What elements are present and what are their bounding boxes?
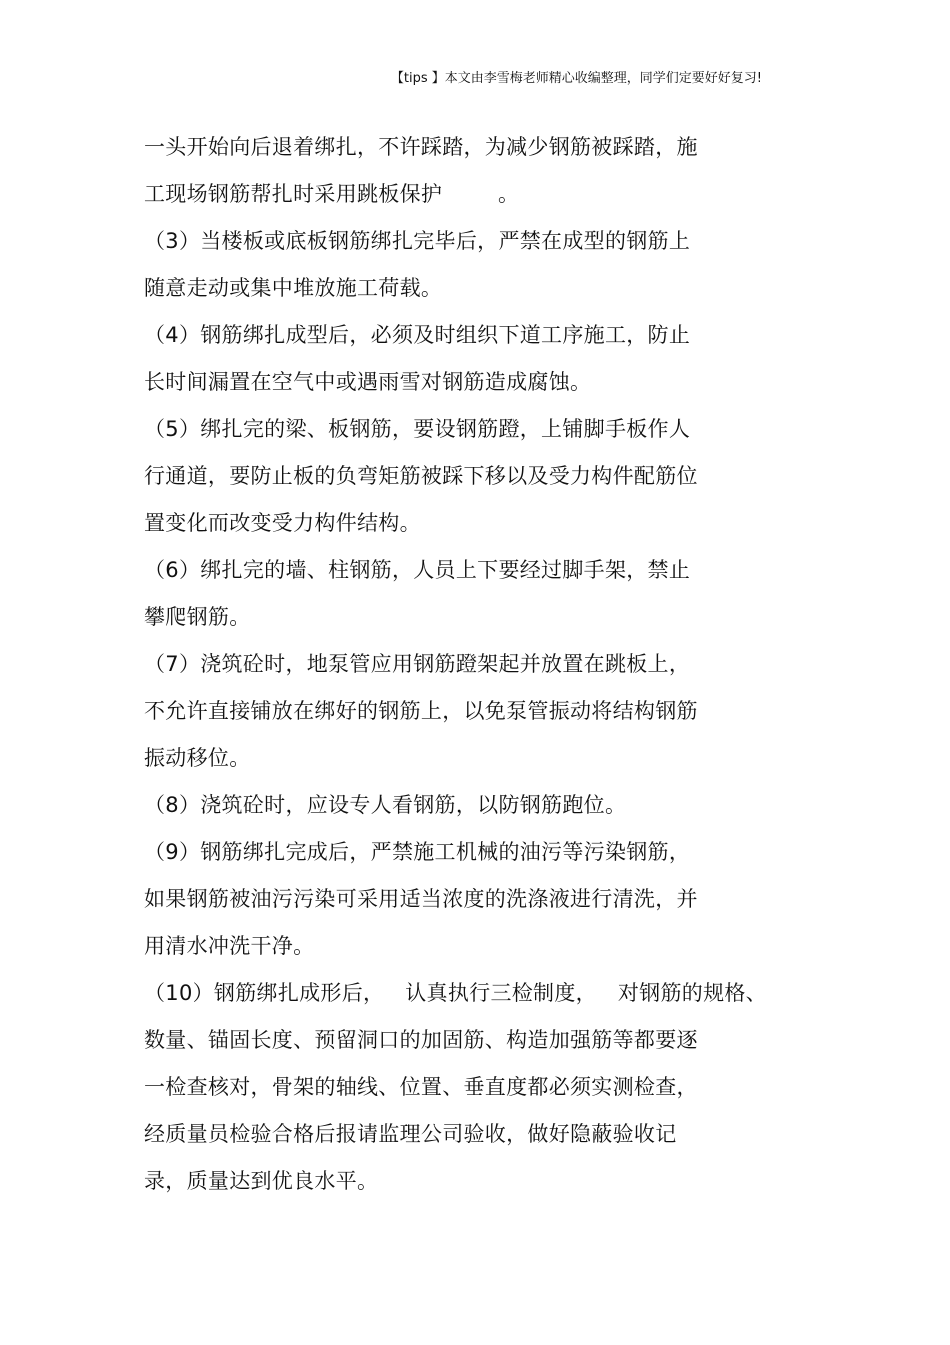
- document-body: [144, 124, 834, 1205]
- text-line: 数量、锚固长度、预留洞口的加固筋、构造加强筋等都要逐: [144, 1028, 698, 1052]
- text-line: 不允许直接铺放在绑好的钢筋上，以免泵管振动将结构钢筋: [144, 699, 698, 723]
- header-tips-note: 【tips 】本文由李雪梅老师精心收编整理，同学们定要好好复习!: [390, 71, 762, 86]
- text-line: 一头开始向后退着绑扎，不许踩踏，为减少钢筋被踩踏，施: [144, 135, 698, 159]
- text-line: 用清水冲洗干净。: [144, 934, 315, 958]
- text-line: 一检查核对，骨架的轴线、位置、垂直度都必须实测检查，: [144, 1075, 698, 1099]
- text-line: 行通道，要防止板的负弯矩筋被踩下移以及受力构件配筋位: [144, 464, 698, 488]
- text-line: 长时间漏置在空气中或遇雨雪对钢筋造成腐蚀。: [144, 370, 592, 394]
- text-line: （5）绑扎完的梁、板钢筋，要设钢筋蹬，上铺脚手板作人: [144, 417, 691, 441]
- text-line: 振动移位。: [144, 746, 251, 770]
- text-line: （4）钢筋绑扎成型后，必须及时组织下道工序施工，防止: [144, 323, 691, 347]
- text-line: 工现场钢筋帮扎时采用跳板保护 。: [144, 182, 520, 206]
- text-line: （8）浇筑砼时，应设专人看钢筋，以防钢筋跑位。: [144, 793, 627, 817]
- text-line: （10）钢筋绑扎成形后， 认真执行三检制度， 对钢筋的规格、: [144, 981, 767, 1005]
- text-line: 随意走动或集中堆放施工荷载。: [144, 276, 443, 300]
- text-line: 攀爬钢筋。: [144, 605, 251, 629]
- text-line: 置变化而改变受力构件结构。: [144, 511, 421, 535]
- text-line: （9）钢筋绑扎完成后，严禁施工机械的油污等污染钢筋，: [144, 840, 691, 864]
- text-line: 录，质量达到优良水平。: [144, 1169, 379, 1193]
- text-line: （7）浇筑砼时，地泵管应用钢筋蹬架起并放置在跳板上，: [144, 652, 691, 676]
- text-line: 经质量员检验合格后报请监理公司验收，做好隐蔽验收记: [144, 1122, 677, 1146]
- text-line: 如果钢筋被油污污染可采用适当浓度的洗涤液进行清洗，并: [144, 887, 698, 911]
- text-line: （6）绑扎完的墙、柱钢筋，人员上下要经过脚手架，禁止: [144, 558, 691, 582]
- text-line: （3）当楼板或底板钢筋绑扎完毕后，严禁在成型的钢筋上: [144, 229, 691, 253]
